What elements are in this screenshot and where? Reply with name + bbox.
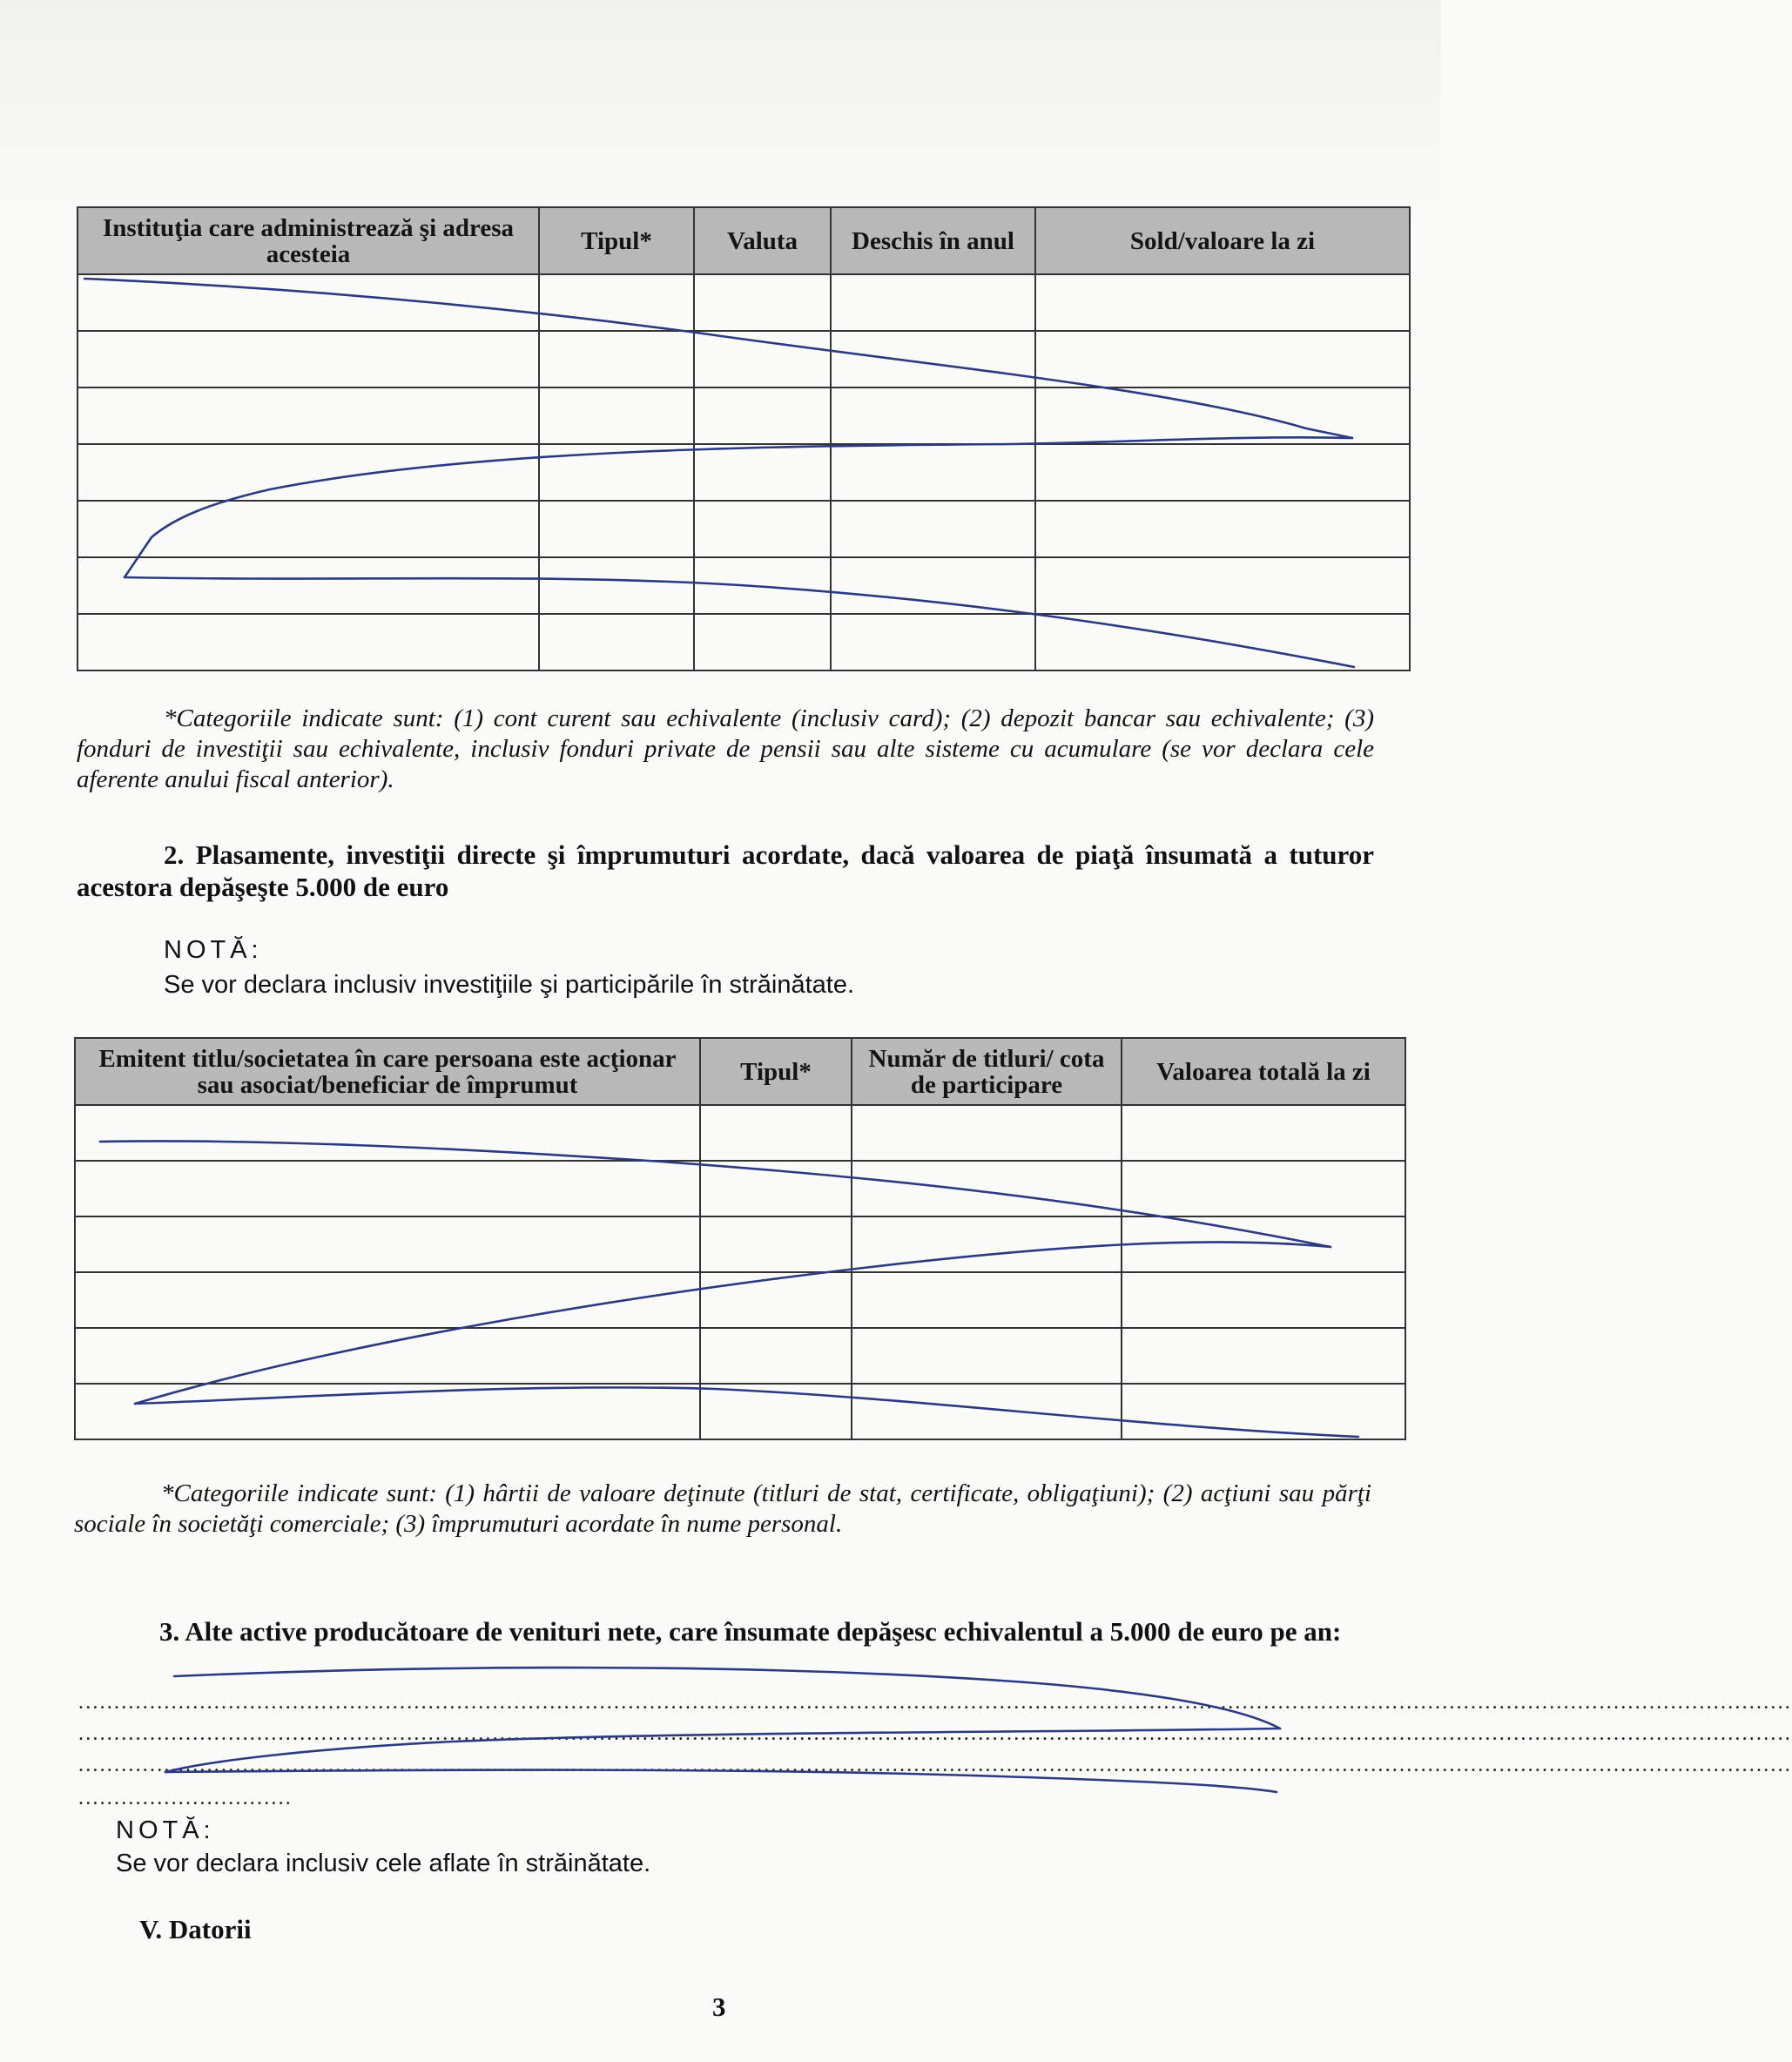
table-row: [75, 1216, 1405, 1272]
section-2-title: 2. Plasamente, investiţii directe şi împrumuturi acordate, dacă valoarea de piaţă însumată a tuturor acestora depăşeşte 5.000 de euro: [77, 839, 1374, 902]
table-row: [77, 387, 1410, 444]
table-row: [75, 1328, 1405, 1384]
nota-text: Se vor declara inclusiv cele aflate în străinătate.: [116, 1850, 651, 1877]
footnote-investment-categories: *Categoriile indicate sunt: (1) hârtii de valoare deţinute (titluri de stat, certificate, obligaţiuni); (2) acţiuni sau părţi sociale în societăţi comerciale; (3) împrumuturi acordate în nume personal.: [74, 1479, 1371, 1538]
page-number: 3: [712, 1991, 726, 2022]
dotted-line[interactable]: ................................................................................................................................................................................................................................................: [78, 1691, 1792, 1714]
header-type: Tipul*: [700, 1038, 852, 1105]
dotted-line[interactable]: ..............................: [78, 1787, 293, 1809]
table-header-row: [77, 207, 1410, 274]
table-row: [77, 274, 1410, 331]
table-row: [77, 331, 1410, 387]
dotted-line[interactable]: ................................................................................................................................................................................................................................................: [78, 1722, 1792, 1745]
table-row: [75, 1161, 1405, 1216]
investments-table: [74, 1037, 1406, 1440]
dotted-line[interactable]: ................................................................................................................................................................................................................................................: [78, 1754, 1792, 1776]
table-row: [77, 614, 1410, 670]
section-5-title: V. Datorii: [139, 1914, 252, 1944]
table-row: [77, 444, 1410, 501]
bank-accounts-table: [77, 206, 1411, 671]
table-row: [77, 501, 1410, 557]
table-row: [75, 1384, 1405, 1439]
nota-label: NOTĂ:: [164, 936, 263, 964]
header-type: Tipul*: [539, 207, 694, 274]
nota-label: NOTĂ:: [116, 1816, 215, 1844]
nota-text: Se vor declara inclusiv investiţiile şi participările în străinătate.: [164, 971, 855, 999]
header-shares-count: Număr de titluri/ cota de participare: [852, 1038, 1122, 1105]
header-opened-year: Deschis în anul: [831, 207, 1035, 274]
footnote-account-categories: *Categoriile indicate sunt: (1) cont curent sau echivalente (inclusiv card); (2) depozit bancar sau echivalente; (3) fonduri de investiţii sau echivalente, inclusiv fonduri private de pensii sau alte sisteme cu acumulare (se vor declara cele aferente anului fiscal anterior).: [77, 704, 1374, 793]
header-issuer: Emitent titlu/societatea în care persoana este acţionar sau asociat/beneficiar de împrumut: [75, 1038, 700, 1105]
table-row: [77, 557, 1410, 614]
table-row: [75, 1105, 1405, 1161]
header-currency: Valuta: [694, 207, 831, 274]
header-institution: Instituţia care administrează şi adresa acesteia: [77, 207, 539, 274]
table-row: [75, 1272, 1405, 1328]
header-balance: Sold/valoare la zi: [1035, 207, 1410, 274]
section-3-title: 3. Alte active producătoare de venituri nete, care însumate depăşesc echivalentul a 5.000 de euro pe an:: [159, 1616, 1342, 1647]
table-header-row: [75, 1038, 1405, 1105]
header-total-value: Valoarea totală la zi: [1122, 1038, 1405, 1105]
